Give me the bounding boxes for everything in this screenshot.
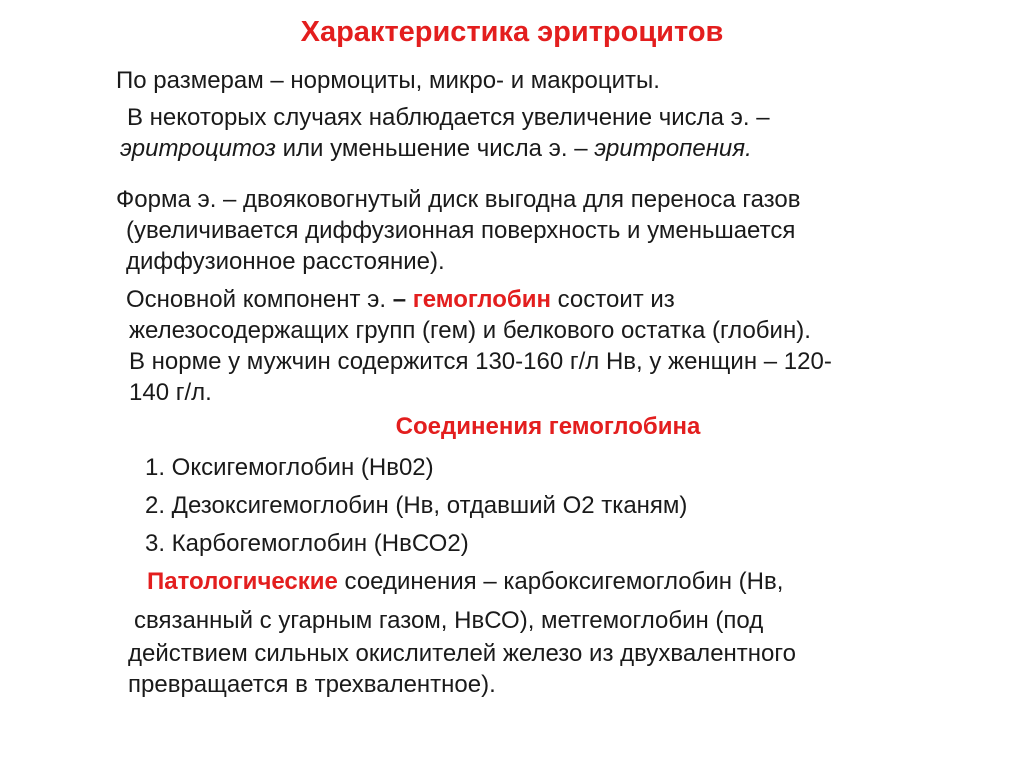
hb-line-3: В норме у мужчин содержится 130-160 г/л Нв, у женщин – 120- xyxy=(129,348,832,375)
erythrocytosis-term: эритроцитоз xyxy=(120,135,276,162)
pathology-line-3: действием сильных окислителей железо из двухвалентного xyxy=(128,640,796,667)
hb-suffix: состоит из xyxy=(550,286,675,313)
erythro-line-1: В некоторых случаях наблюдается увеличение числа э. – xyxy=(127,104,770,131)
hb-line-2: железосодержащих групп (гем) и белкового остатка (глобин). xyxy=(129,317,811,344)
hb-line-4: 140 г/л. xyxy=(129,379,212,406)
size-line: По размерам – нормоциты, микро- и макроциты. xyxy=(116,67,660,94)
hemoglobin-term: гемоглобин xyxy=(412,286,551,313)
form-line-2: (увеличивается диффузионная поверхность и уменьшается xyxy=(126,217,796,244)
compound-item-3: 3. Карбогемоглобин (НвСО2) xyxy=(145,530,469,557)
slide-title: Характеристика эритроцитов xyxy=(300,16,724,48)
form-line-3: диффузионное расстояние). xyxy=(126,248,445,275)
hb-dash: – xyxy=(392,286,413,313)
erythro-middle-text: или уменьшение числа э. – xyxy=(275,135,595,162)
compound-item-2: 2. Дезоксигемоглобин (Нв, отдавший О2 тканям) xyxy=(145,492,688,519)
pathological-term: Патологические xyxy=(147,568,338,595)
erythro-line-2 xyxy=(120,134,752,164)
erythropenia-term: эритропения. xyxy=(594,135,752,162)
pathology-line-1 xyxy=(147,567,783,597)
form-line-1: Форма э. – двояковогнутый диск выгодна для переноса газов xyxy=(116,186,801,213)
pathology-line-4: превращается в трехвалентное). xyxy=(128,671,496,698)
hb-prefix: Основной компонент э. xyxy=(126,286,393,313)
compound-item-1: 1. Оксигемоглобин (Нв02) xyxy=(145,454,434,481)
pathology-line-2: связанный с угарным газом, НвСО), метгемоглобин (под xyxy=(134,607,764,634)
pathology-line-1-rest: соединения – карбоксигемоглобин (Нв, xyxy=(337,568,784,595)
compounds-heading: Соединения гемоглобина xyxy=(395,413,701,440)
hb-line-1 xyxy=(126,285,675,315)
